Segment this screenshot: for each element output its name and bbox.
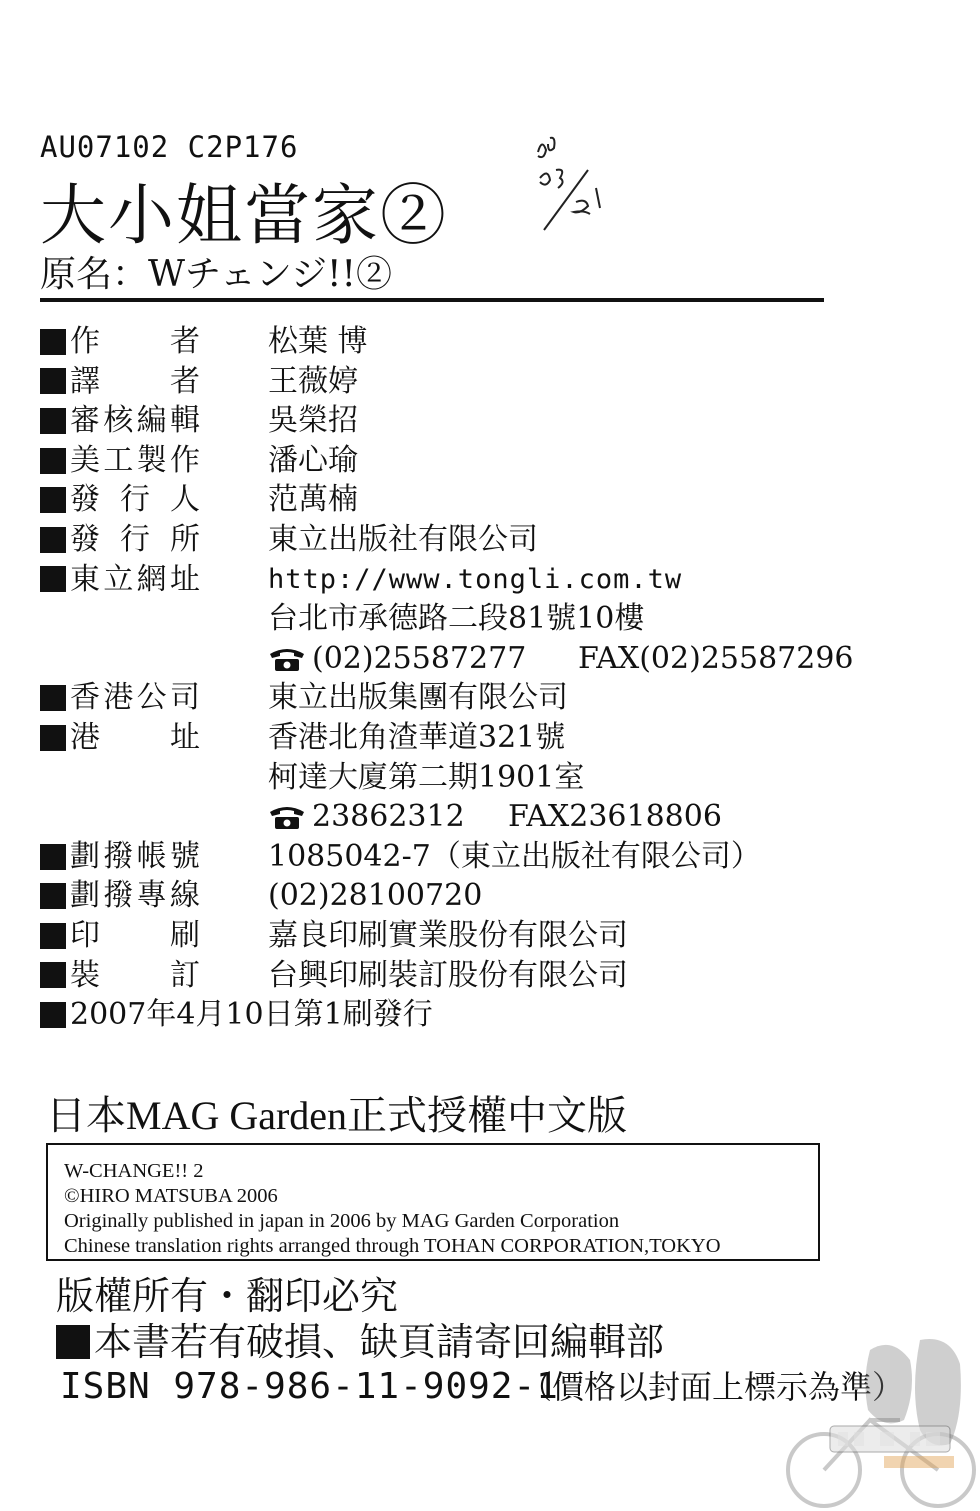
hk-address-row bbox=[40, 718, 840, 758]
hk-fax: FAX23618806 bbox=[508, 799, 722, 835]
bullet-square bbox=[40, 962, 66, 988]
tw-tel: (02)25587277 bbox=[312, 640, 527, 676]
postal-row-hotline bbox=[40, 876, 840, 916]
bullet-square bbox=[40, 566, 66, 592]
postal-label: 劃撥專線 bbox=[70, 878, 200, 914]
credit-value: 潘心瑜 bbox=[268, 442, 358, 478]
postal-value: 台興印刷裝訂股份有限公司 bbox=[268, 957, 628, 993]
print-date-row bbox=[40, 995, 840, 1035]
hk-tel: 23862312 bbox=[312, 799, 465, 835]
credit-value: 王薇婷 bbox=[268, 363, 358, 399]
postal-value: 嘉良印刷實業股份有限公司 bbox=[268, 917, 628, 953]
bullet-square bbox=[40, 685, 66, 711]
book-title: 大小姐當家② bbox=[40, 177, 448, 254]
hk-phone-row bbox=[40, 797, 840, 837]
bullet-square bbox=[40, 329, 66, 355]
copyright-line: ©HIRO MATSUBA 2006 bbox=[64, 1185, 278, 1207]
postal-row-account bbox=[40, 837, 840, 877]
damage-notice bbox=[56, 1318, 664, 1366]
copyright-line: W-CHANGE!! 2 bbox=[64, 1160, 204, 1182]
bullet-square bbox=[40, 883, 66, 909]
bullet-square bbox=[56, 1325, 90, 1359]
price-note: （價格以封面上標示為準） bbox=[520, 1368, 905, 1406]
hk-company-row bbox=[40, 678, 840, 718]
bullet-square bbox=[40, 527, 66, 553]
credit-row-publisher bbox=[40, 480, 840, 520]
hk-address-line2: 柯達大廈第二期1901室 bbox=[268, 759, 585, 795]
handwritten-date-note bbox=[530, 130, 620, 240]
bullet-square bbox=[40, 725, 66, 751]
credit-label: 東立網址 bbox=[70, 561, 200, 597]
hk-company: 東立出版集團有限公司 bbox=[268, 680, 568, 716]
copyright-line: Originally published in japan in 2006 by MAG Garden Corporation bbox=[64, 1210, 620, 1232]
credit-label: 發 行 所 bbox=[70, 521, 200, 557]
bullet-square bbox=[40, 408, 66, 434]
postal-row-binding bbox=[40, 956, 840, 996]
telephone-icon bbox=[268, 646, 306, 672]
bullet-square bbox=[40, 448, 66, 474]
hk-address-line1: 香港北角渣華道321號 bbox=[268, 719, 566, 755]
postal-value: (02)28100720 bbox=[268, 878, 483, 914]
bullet-square bbox=[40, 1002, 66, 1028]
book-code: AU07102 C2P176 bbox=[40, 130, 299, 164]
credit-row-publishing-house bbox=[40, 520, 840, 560]
credit-row-website bbox=[40, 560, 840, 600]
credit-row-author bbox=[40, 322, 840, 362]
tw-address-row bbox=[40, 599, 840, 639]
bullet-square bbox=[40, 368, 66, 394]
scanner-watermark bbox=[780, 1330, 980, 1511]
hk-address-row-2 bbox=[40, 758, 840, 798]
title-divider bbox=[40, 298, 824, 302]
print-date: 2007年4月10日第1刷發行 bbox=[70, 997, 433, 1033]
postal-value: 1085042-7（東立出版社有限公司） bbox=[268, 838, 761, 874]
isbn: ISBN 978-986-11-9092-1 bbox=[60, 1366, 559, 1407]
postal-label: 印 刷 bbox=[70, 917, 200, 953]
tw-address: 台北市承德路二段81號10樓 bbox=[268, 601, 645, 637]
bullet-square bbox=[40, 923, 66, 949]
authorization-line: 日本MAG Garden正式授權中文版 bbox=[46, 1093, 628, 1138]
copyright-line: Chinese translation rights arranged through TOHAN CORPORATION,TOKYO bbox=[64, 1235, 721, 1257]
postal-label: 裝 訂 bbox=[70, 957, 200, 993]
credit-value: 吳榮招 bbox=[268, 403, 358, 439]
damage-notice-text: 本書若有破損、缺頁請寄回編輯部 bbox=[94, 1320, 665, 1364]
credit-label: 美工製作 bbox=[70, 442, 200, 478]
bullet-square bbox=[40, 487, 66, 513]
credit-row-translator bbox=[40, 362, 840, 402]
copyright-box bbox=[46, 1143, 820, 1261]
credit-row-editor bbox=[40, 401, 840, 441]
credit-label: 發 行 人 bbox=[70, 482, 200, 518]
bullet-square bbox=[40, 844, 66, 870]
credit-value: 東立出版社有限公司 bbox=[268, 521, 538, 557]
website-url[interactable]: http://www.tongli.com.tw bbox=[268, 563, 683, 595]
tw-fax: FAX(02)25587296 bbox=[578, 640, 854, 676]
rights-reserved: 版權所有・翻印必究 bbox=[56, 1274, 399, 1318]
credit-label: 審核編輯 bbox=[70, 403, 200, 439]
hk-company-label: 香港公司 bbox=[70, 680, 200, 716]
telephone-icon bbox=[268, 804, 306, 830]
credit-label: 譯 者 bbox=[70, 363, 200, 399]
postal-row-printing bbox=[40, 916, 840, 956]
credit-value: 范萬楠 bbox=[268, 482, 358, 518]
credit-label: 作 者 bbox=[70, 324, 200, 359]
original-title: 原名：Wチェンジ!!② bbox=[40, 254, 392, 295]
credits-section bbox=[40, 322, 854, 1035]
tw-phone-row bbox=[40, 639, 854, 679]
postal-label: 劃撥帳號 bbox=[70, 838, 200, 874]
credit-value: 松葉 博 bbox=[268, 324, 368, 359]
credit-row-art bbox=[40, 441, 840, 481]
hk-address-label: 港 址 bbox=[70, 719, 200, 755]
